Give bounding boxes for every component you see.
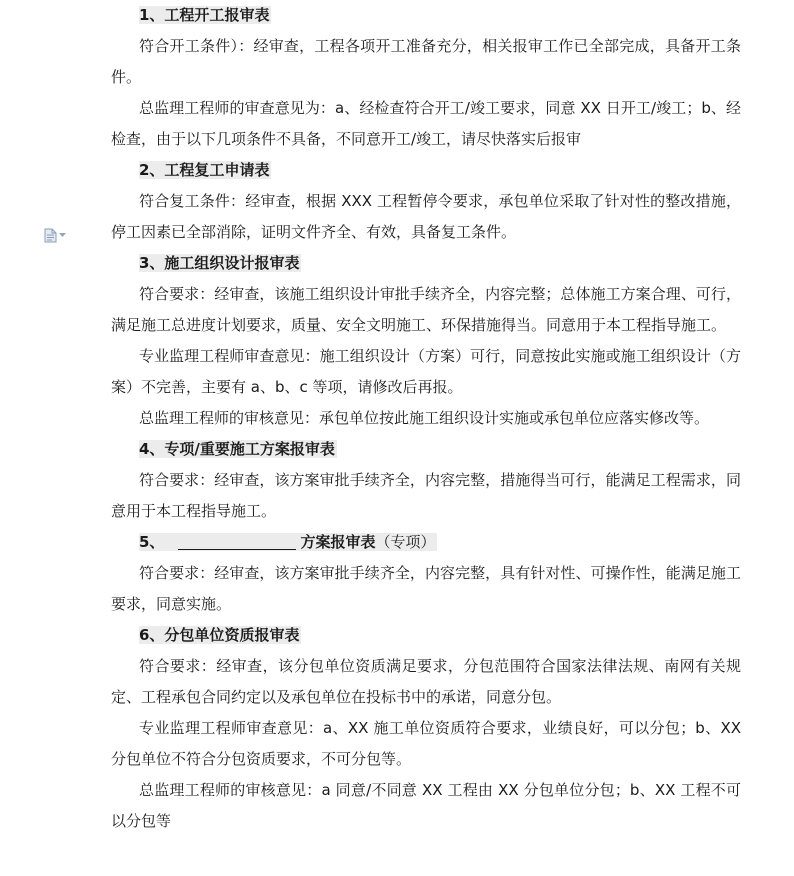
heading-suffix: （专项） <box>375 533 436 551</box>
paragraph: 符合要求：经审查，该方案审批手续齐全，内容完整，具有针对性、可操作性，能满足施工要求，同意实施。 <box>111 564 741 613</box>
heading-title: 方案报审表 <box>300 533 376 551</box>
section-heading: 1、工程开工报审表 <box>139 6 270 24</box>
paragraph: 总监理工程师的审核意见：承包单位按此施工组织设计实施或承包单位应落实修改等。 <box>139 409 710 427</box>
section-heading: 3、施工组织设计报审表 <box>139 254 300 272</box>
paragraph: 总监理工程师的审核意见：a 同意/不同意 XX 工程由 XX 分包单位分包；b、XX 工程不可以分包等 <box>111 781 741 830</box>
section-heading <box>111 527 741 558</box>
paragraph: 专业监理工程师审查意见：a、XX 施工单位资质符合要求，业绩良好，可以分包；b、XX 分包单位不符合分包资质要求，不可分包等。 <box>111 719 741 768</box>
paragraph: 符合复工条件：经审查，根据 XXX 工程暂停令要求，承包单位采取了针对性的整改措施，停工因素已全部消除，证明文件齐全、有效，具备复工条件。 <box>111 192 741 241</box>
heading-number: 5、 <box>139 533 165 551</box>
paragraph: 专业监理工程师审查意见：施工组织设计（方案）可行，同意按此实施或施工组织设计（方案）不完善，主要有 a、b、c 等项，请修改后再报。 <box>111 347 741 396</box>
section-heading: 6、分包单位资质报审表 <box>139 626 300 644</box>
section-heading: 4、专项/重要施工方案报审表 <box>139 440 335 458</box>
paragraph: 符合要求：经审查，该方案审批手续齐全，内容完整，措施得当可行，能满足工程需求，同意用于本工程指导施工。 <box>111 471 741 520</box>
paragraph: 符合要求：经审查，该分包单位资质满足要求，分包范围符合国家法律法规、南网有关规定、工程承包合同约定以及承包单位在投标书中的承诺，同意分包。 <box>111 657 741 706</box>
document-body <box>111 0 741 837</box>
paragraph-options-button[interactable] <box>44 228 66 243</box>
paragraph: 符合开工条件）：经审查，工程各项开工准备充分，相关报审工作已全部完成，具备开工条件。 <box>111 37 741 86</box>
section-heading: 2、工程复工申请表 <box>139 161 270 179</box>
paragraph: 总监理工程师的审查意见为：a、经检查符合开工/竣工要求，同意 XX 日开工/竣工；b、经检查，由于以下几项条件不具备，不同意开工/竣工，请尽快落实后报审 <box>111 99 741 148</box>
paragraph: 符合要求：经审查，该施工组织设计审批手续齐全，内容完整；总体施工方案合理、可行，满足施工总进度计划要求，质量、安全文明施工、环保措施得当。同意用于本工程指导施工。 <box>111 285 741 334</box>
document-icon <box>44 228 57 243</box>
chevron-down-icon <box>59 233 66 238</box>
fill-in-blank <box>178 529 296 550</box>
